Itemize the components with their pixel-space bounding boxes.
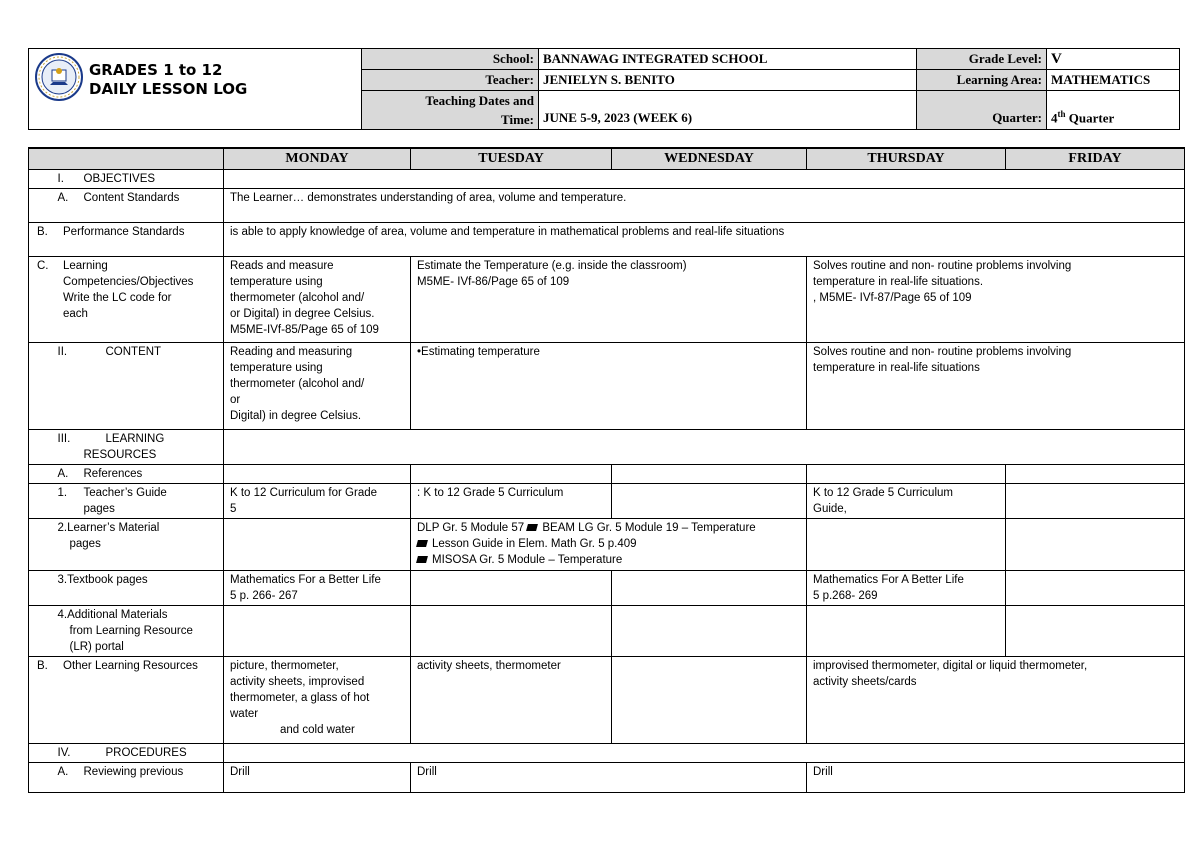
table-row — [29, 518, 1185, 570]
content-monday: Reading and measuring temperature using thermometer (alcohol and/ or Digital) in degree Celsius. — [224, 342, 411, 429]
day-header-blank — [29, 148, 224, 169]
teaching-dates-value: JUNE 5-9, 2023 (WEEK 6) — [539, 90, 917, 130]
table-row — [29, 256, 1185, 342]
lesson-log-table — [28, 147, 1185, 793]
table-row — [29, 429, 1185, 464]
day-thursday: THURSDAY — [807, 148, 1006, 169]
reviewing-monday: Drill — [224, 762, 411, 792]
competencies-label: C. Learning Competencies/Objectives Write the LC code for each — [29, 256, 224, 342]
teachers-guide-thursday: K to 12 Grade 5 Curriculum Guide, — [807, 483, 1006, 518]
competencies-tuesday: Estimate the Temperature (e.g. inside the classroom) M5ME- IVf-86/Page 65 of 109 — [411, 256, 807, 342]
teaching-dates-label-line2: Time: — [501, 111, 534, 127]
competencies-thursday: Solves routine and non- routine problems involving temperature in real-life situations. , M5ME- IVf-87/Page 65 of 109 — [807, 256, 1185, 342]
form-title-line1: GRADES 1 to 12 — [89, 61, 223, 79]
quarter-number: 4 — [1051, 110, 1058, 125]
teachers-guide-tuesday: : K to 12 Grade 5 Curriculum — [411, 483, 612, 518]
content-standards-label: A. Content Standards — [52, 188, 224, 222]
table-row — [29, 762, 1185, 792]
book-bullet-icon — [416, 556, 428, 563]
textbook-thursday: Mathematics For A Better Life 5 p.268- 269 — [807, 570, 1006, 605]
teaching-dates-label-line1: Teaching Dates and — [425, 92, 534, 108]
quarter-word: Quarter — [1065, 110, 1115, 125]
learners-material-tuesday: DLP Gr. 5 Module 57 BEAM LG Gr. 5 Module 19 – Temperature Lesson Guide in Elem. Math Gr. 5 p.409 MISOSA Gr. 5 Module – Temperature — [411, 518, 807, 570]
school-value: BANNAWAG INTEGRATED SCHOOL — [539, 49, 917, 70]
day-header-row — [29, 148, 1185, 169]
day-monday: MONDAY — [224, 148, 411, 169]
table-row — [29, 605, 1185, 656]
performance-standards-label: B. Performance Standards — [29, 222, 224, 256]
teacher-value: JENIELYN S. BENITO — [539, 70, 917, 90]
book-bullet-icon — [526, 524, 538, 531]
teaching-dates-label — [362, 90, 539, 130]
day-friday: FRIDAY — [1006, 148, 1185, 169]
teacher-label: Teacher: — [362, 70, 539, 90]
school-label: School: — [362, 49, 539, 70]
teachers-guide-monday: K to 12 Curriculum for Grade 5 — [224, 483, 411, 518]
quarter-ordinal: th — [1057, 108, 1066, 119]
content-standards-text: The Learner… demonstrates understanding of area, volume and temperature. — [224, 188, 1185, 222]
quarter-value — [1047, 90, 1180, 130]
form-title-line2: DAILY LESSON LOG — [89, 80, 248, 98]
content-label: II. CONTENT — [52, 342, 224, 429]
table-row — [29, 342, 1185, 429]
reviewing-thursday: Drill — [807, 762, 1185, 792]
table-row — [29, 169, 1185, 188]
form-title-cell — [29, 49, 362, 130]
table-row — [29, 656, 1185, 743]
content-tuesday: •Estimating temperature — [411, 342, 807, 429]
content-thursday: Solves routine and non- routine problems involving temperature in real-life situations — [807, 342, 1185, 429]
header-table — [28, 48, 1180, 130]
learning-resources-label: III. LEARNING RESOURCES — [52, 429, 224, 464]
other-resources-monday: picture, thermometer, activity sheets, improvised thermometer, a glass of hot water and cold water — [224, 656, 411, 743]
textbook-label: 3.Textbook pages — [52, 570, 224, 605]
reviewing-tuesday: Drill — [411, 762, 807, 792]
table-row — [29, 483, 1185, 518]
objectives-label: I. OBJECTIVES — [52, 169, 224, 188]
performance-standards-text: is able to apply knowledge of area, volume and temperature in mathematical problems and real-life situations — [224, 222, 1185, 256]
table-row — [29, 743, 1185, 762]
learning-area-value: MATHEMATICS — [1047, 70, 1180, 90]
table-row — [29, 222, 1185, 256]
other-resources-label: B. Other Learning Resources — [29, 656, 224, 743]
table-row — [29, 464, 1185, 483]
table-row — [29, 570, 1185, 605]
table-row — [29, 188, 1185, 222]
other-resources-tuesday: activity sheets, thermometer — [411, 656, 612, 743]
quarter-label: Quarter: — [917, 90, 1047, 130]
day-wednesday: WEDNESDAY — [612, 148, 807, 169]
textbook-monday: Mathematics For a Better Life 5 p. 266- 267 — [224, 570, 411, 605]
day-tuesday: TUESDAY — [411, 148, 612, 169]
deped-seal-icon — [35, 53, 83, 101]
learning-area-label: Learning Area: — [917, 70, 1047, 90]
grade-level-label: Grade Level: — [917, 49, 1047, 70]
competencies-monday: Reads and measure temperature using thermometer (alcohol and/ or Digital) in degree Celsius. M5ME-IVf-85/Page 65 of 109 — [224, 256, 411, 342]
other-resources-thursday: improvised thermometer, digital or liquid thermometer, activity sheets/cards — [807, 656, 1185, 743]
book-bullet-icon — [416, 540, 428, 547]
procedures-label: IV. PROCEDURES — [52, 743, 224, 762]
additional-materials-label: 4.Additional Materials from Learning Resource (LR) portal — [52, 605, 224, 656]
teachers-guide-label: 1. Teacher’s Guide pages — [52, 483, 224, 518]
grade-level-value: V — [1047, 49, 1180, 70]
reviewing-label: A. Reviewing previous — [52, 762, 224, 792]
references-label: A. References — [52, 464, 224, 483]
learners-material-label: 2.Learner’s Material pages — [52, 518, 224, 570]
